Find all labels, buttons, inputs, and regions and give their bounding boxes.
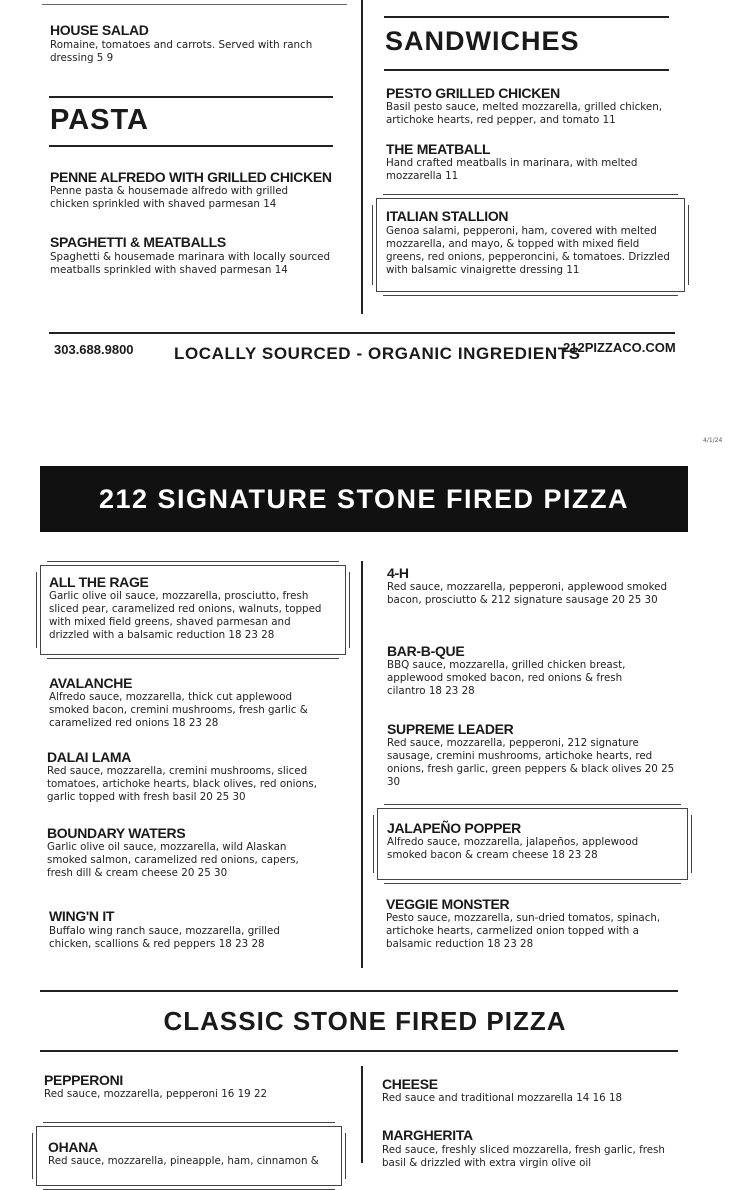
- divider: [384, 69, 669, 71]
- divider: [49, 145, 333, 147]
- item-description: Basil pesto sauce, melted mozzarella, grilled chicken, artichoke hearts, red pepper, and tomato 11: [386, 101, 663, 126]
- phone-number: 303.688.9800: [54, 342, 134, 357]
- item-description: Genoa salami, pepperoni, ham, covered with melted mozzarella, and mayo, & topped with mixed field greens, red onions, pepperoncini, & tomatoes. Drizzled with balsamic vinaigrette dressing 11: [386, 225, 670, 276]
- divider: [40, 1050, 678, 1052]
- frame-edge: [42, 0, 347, 5]
- item-description: Red sauce, mozzarella, cremini mushrooms, sliced tomatoes, artichoke hearts, black olives, red onions, garlic topped with fresh basil 20 25 30: [47, 765, 318, 803]
- item-description: Pesto sauce, mozzarella, sun-dried tomatos, spinach, artichoke hearts, carmelized onion topped with a balsamic reduction 18 23 28: [386, 912, 661, 950]
- item-title: PESTO GRILLED CHICKEN: [386, 85, 560, 101]
- item-title: ITALIAN STALLION: [386, 208, 509, 224]
- item-title: THE MEATBALL: [386, 141, 491, 157]
- section-heading: 212 SIGNATURE STONE FIRED PIZZA: [98, 483, 630, 514]
- item-title: PEPPERONI: [44, 1072, 123, 1088]
- item-description: Spaghetti & housemade marinara with locally sourced meatballs sprinkled with shaved parmesan 14: [50, 251, 330, 276]
- item-description: Alfredo sauce, mozzarella, jalapeños, applewood smoked bacon & cream cheese 18 23 28: [387, 836, 639, 861]
- column-divider: [361, 561, 363, 968]
- item-title: BOUNDARY WATERS: [47, 825, 186, 841]
- item-title: MARGHERITA: [382, 1127, 473, 1143]
- website: 212PIZZACO.COM: [563, 340, 676, 355]
- footer-rule: [49, 332, 675, 334]
- item-title: 4-H: [387, 565, 409, 581]
- item-title: BAR-B-QUE: [387, 643, 465, 659]
- item-description: Red sauce, mozzarella, pineapple, ham, cinnamon &: [48, 1155, 319, 1167]
- item-title: OHANA: [48, 1139, 98, 1155]
- item-description: Hand crafted meatballs in marinara, with melted mozzarella 11: [386, 157, 638, 182]
- tagline: LOCALLY SOURCED - ORGANIC INGREDIENTS: [174, 344, 581, 363]
- item-description: Buffalo wing ranch sauce, mozzarella, grilled chicken, scallions & red peppers 18 23 28: [49, 925, 280, 950]
- section-heading: SANDWICHES: [385, 26, 580, 56]
- item-title: DALAI LAMA: [47, 749, 132, 765]
- section-heading: PASTA: [50, 104, 149, 136]
- item-description: Red sauce, mozzarella, pepperoni 16 19 22: [44, 1088, 268, 1100]
- item-description: Garlic olive oil sauce, mozzarella, prosciutto, fresh sliced pear, caramelized red onions, walnuts, topped with mixed field greens, shaved parmesan and drizzled with a balsamic reduction 18 23 28: [49, 590, 322, 641]
- section-heading: CLASSIC STONE FIRED PIZZA: [163, 1006, 567, 1036]
- column-divider: [361, 0, 363, 314]
- item-title: VEGGIE MONSTER: [386, 896, 510, 912]
- item-description: Romaine, tomatoes and carrots. Served with ranch dressing 5 9: [50, 39, 313, 64]
- item-description: Penne pasta & housemade alfredo with grilled chicken sprinkled with shaved parmesan 14: [50, 185, 289, 210]
- item-description: Alfredo sauce, mozzarella, thick cut applewood smoked bacon, cremini mushrooms, fresh garlic & caramelized red onions 18 23 28: [49, 691, 308, 729]
- item-description: Red sauce, freshly sliced mozzarella, fresh garlic, fresh basil & drizzled with extra virgin olive oil: [382, 1144, 665, 1169]
- column-divider: [361, 1066, 363, 1163]
- item-title: WING'N IT: [49, 908, 115, 924]
- item-description: Garlic olive oil sauce, mozzarella, wild Alaskan smoked salmon, caramelized red onions, capers, fresh dill & cream cheese 20 25 30: [47, 841, 299, 879]
- item-title: CHEESE: [382, 1076, 438, 1092]
- item-title: SUPREME LEADER: [387, 721, 514, 737]
- item-description: BBQ sauce, mozzarella, grilled chicken breast, applewood smoked bacon, red onions & fresh cilantro 18 23 28: [387, 659, 626, 697]
- signature-banner: [40, 466, 688, 532]
- divider: [40, 990, 678, 992]
- date-mark: 4/1/24: [703, 437, 723, 444]
- item-description: Red sauce, mozzarella, pepperoni, 212 signature sausage, cremini mushrooms, artichoke hearts, red onions, fresh garlic, green peppers & black olives 20 25 30: [387, 737, 675, 788]
- item-title: AVALANCHE: [49, 675, 133, 691]
- item-title: HOUSE SALAD: [50, 22, 149, 38]
- item-title: JALAPEÑO POPPER: [387, 820, 521, 836]
- divider: [384, 16, 669, 18]
- divider: [49, 96, 333, 98]
- item-title: ALL THE RAGE: [49, 574, 149, 590]
- item-description: Red sauce and traditional mozzarella 14 16 18: [382, 1092, 623, 1104]
- item-title: PENNE ALFREDO WITH GRILLED CHICKEN: [50, 169, 332, 185]
- item-description: Red sauce, mozzarella, pepperoni, applewood smoked bacon, prosciutto & 212 signature sausage 20 25 30: [387, 581, 668, 606]
- item-title: SPAGHETTI & MEATBALLS: [50, 234, 226, 250]
